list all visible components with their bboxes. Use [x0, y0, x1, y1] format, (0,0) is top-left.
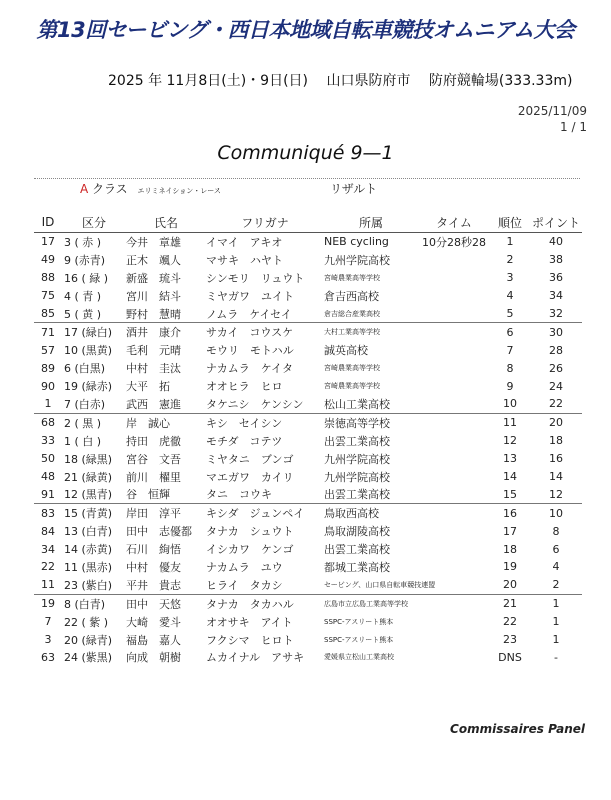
rider-id: 49 — [41, 253, 55, 267]
rider-points: 34 — [549, 289, 563, 303]
rider-name: 中村 圭汰 — [126, 362, 181, 376]
rider-rank: 9 — [506, 379, 514, 393]
rider-id: 63 — [41, 650, 55, 664]
rider-division: 4 ( 青 ) — [64, 289, 102, 303]
col-points: ポイント — [530, 212, 582, 233]
rider-division: 6 (白黒) — [64, 362, 106, 376]
rider-time — [418, 450, 490, 468]
rider-rank: 12 — [503, 434, 517, 448]
rider-time — [418, 540, 490, 558]
rider-name: 石川 絢悟 — [126, 543, 181, 557]
col-division: 区分 — [62, 212, 126, 233]
table-row — [34, 287, 582, 305]
class-label: クラス — [92, 182, 128, 196]
table-row — [34, 558, 582, 576]
result-label: リザルト — [330, 182, 378, 196]
table-row — [34, 432, 582, 450]
rider-id: 19 — [34, 594, 62, 612]
rider-kana: ナカムラ ユウ — [206, 560, 283, 574]
table-row — [34, 233, 582, 251]
rider-id: 75 — [41, 289, 55, 303]
rider-name: 武西 憲進 — [126, 397, 181, 411]
rider-points: 24 — [549, 379, 563, 393]
divider — [34, 178, 580, 179]
rider-division: 10 (黒黄) — [64, 344, 113, 358]
rider-points: 1 — [552, 633, 560, 647]
rider-team: 九州学院高校 — [324, 470, 390, 484]
rider-time — [418, 648, 490, 666]
rider-time — [418, 504, 490, 522]
rider-team: 出雲工業高校 — [324, 488, 390, 502]
table-header — [34, 212, 582, 233]
table-row — [34, 323, 582, 341]
rider-rank: 18 — [503, 542, 517, 556]
table-row — [34, 341, 582, 359]
page-number: 1 / 1 — [560, 120, 587, 134]
rider-name: 田中 志優都 — [126, 525, 192, 539]
col-name: 氏名 — [126, 212, 206, 233]
published-date: 2025/11/09 — [517, 104, 587, 118]
table-row — [34, 613, 582, 631]
rider-name: 宮谷 文吾 — [126, 452, 181, 466]
rider-team: NEB cycling — [324, 235, 389, 249]
rider-kana: キシダ ジュンペイ — [206, 504, 324, 522]
rider-kana: タニ コウキ — [206, 488, 272, 502]
rider-time — [418, 341, 490, 359]
col-time: タイム — [418, 212, 490, 233]
rider-team: SSPC-アスリート熊本 — [324, 617, 394, 626]
publication-info — [518, 103, 587, 135]
rider-name: 中村 優友 — [126, 560, 181, 574]
rider-team: 松山工業高校 — [324, 397, 390, 411]
rider-rank: 15 — [503, 487, 517, 501]
rider-points: 26 — [549, 361, 563, 375]
table-row — [34, 540, 582, 558]
rider-division: 3 ( 赤 ) — [64, 235, 102, 249]
rider-time — [418, 485, 490, 503]
rider-rank: 6 — [490, 323, 530, 341]
rider-division: 11 (黒赤) — [64, 560, 113, 574]
table-row — [34, 485, 582, 503]
rider-team: 出雲工業高校 — [324, 434, 390, 448]
rider-rank: 14 — [503, 470, 517, 484]
rider-team: 愛媛県立松山工業高校 — [324, 653, 394, 662]
rider-time — [418, 269, 490, 287]
rider-points: 18 — [549, 434, 563, 448]
rider-points: 12 — [549, 487, 563, 501]
table-row — [34, 377, 582, 395]
rider-time: 10分28秒28 — [422, 235, 486, 249]
rider-name: 正木 颯人 — [126, 253, 181, 267]
rider-team: SSPC-アスリート熊本 — [324, 635, 394, 644]
rider-kana: マサキ ハヤト — [206, 253, 283, 267]
rider-id: 89 — [41, 361, 55, 375]
rider-kana: タナカ タカハル — [206, 594, 324, 612]
rider-id: 11 — [41, 578, 55, 592]
rider-team: セービング、山口県自転車競技連盟 — [324, 580, 436, 589]
rider-name: 向成 朝樹 — [126, 651, 181, 665]
rider-points: 14 — [549, 470, 563, 484]
rider-name: 宮川 結斗 — [126, 289, 181, 303]
rider-points: 38 — [549, 253, 563, 267]
results-table — [34, 212, 582, 666]
rider-points: - — [554, 650, 558, 664]
rider-team: 大村工業高等学校 — [324, 323, 418, 341]
rider-rank: 21 — [490, 594, 530, 612]
rider-team: 広島市立広島工業高等学校 — [324, 594, 418, 612]
rider-id: 57 — [41, 343, 55, 357]
rider-name: 平井 貴志 — [126, 578, 181, 592]
rider-name: 福島 嘉人 — [126, 633, 181, 647]
rider-id: 83 — [34, 504, 62, 522]
rider-kana: ナカムラ ケイタ — [206, 362, 294, 376]
rider-name: 谷 恒輝 — [126, 488, 170, 502]
rider-rank: 16 — [490, 504, 530, 522]
rider-team: 崇徳高等学校 — [324, 413, 418, 431]
rider-rank: 20 — [503, 578, 517, 592]
rider-time — [418, 305, 490, 323]
rider-rank: 3 — [506, 271, 514, 285]
rider-time — [418, 468, 490, 486]
rider-rank: 13 — [503, 452, 517, 466]
table-row — [34, 631, 582, 649]
rider-division: 16 ( 緑 ) — [64, 271, 109, 285]
rider-rank: 22 — [503, 615, 517, 629]
table-row — [34, 522, 582, 540]
rider-kana: シンモリ リュウト — [206, 271, 305, 285]
rider-points: 10 — [530, 504, 582, 522]
rider-time — [418, 594, 490, 612]
rider-time — [418, 323, 490, 341]
rider-division: 20 (緑青) — [64, 633, 113, 647]
event-name: エリミネイション・レース — [137, 187, 221, 195]
rider-time — [418, 395, 490, 413]
table-row — [34, 576, 582, 594]
rider-id: 84 — [41, 524, 55, 538]
rider-team: 倉吉西高校 — [324, 289, 379, 303]
rider-name: 今井 章雄 — [126, 235, 181, 249]
rider-kana: マエガワ カイリ — [206, 470, 294, 484]
rider-points: 28 — [549, 343, 563, 357]
rider-rank: 8 — [506, 361, 514, 375]
rider-kana: キシ セイシン — [206, 413, 324, 431]
rider-id: 17 — [41, 235, 55, 249]
rider-points: 20 — [530, 413, 582, 431]
rider-division: 2 ( 黒 ) — [62, 413, 126, 431]
rider-rank: 7 — [506, 343, 514, 357]
rider-time — [418, 377, 490, 395]
rider-team: 鳥取湖陵高校 — [324, 525, 390, 539]
rider-kana: ムカイナル アサキ — [206, 651, 305, 665]
rider-kana: イシカワ ケンゴ — [206, 543, 294, 557]
rider-id: 1 — [44, 397, 52, 411]
rider-name: 岸 誠心 — [126, 413, 206, 431]
rider-time — [418, 359, 490, 377]
rider-rank: DNS — [498, 650, 522, 664]
rider-points: 6 — [552, 542, 560, 556]
rider-rank: 2 — [506, 253, 514, 267]
table-row — [34, 504, 582, 522]
col-rank: 順位 — [490, 212, 530, 233]
table-row — [34, 594, 582, 612]
rider-kana: オオヒラ ヒロ — [206, 380, 283, 394]
rider-name: 大崎 愛斗 — [126, 615, 181, 629]
col-id: ID — [34, 212, 62, 233]
rider-team: 出雲工業高校 — [324, 543, 390, 557]
rider-id: 34 — [41, 542, 55, 556]
rider-kana: ノムラ ケイセイ — [206, 307, 292, 321]
rider-time — [418, 432, 490, 450]
rider-kana: タケニシ ケンシン — [206, 397, 304, 411]
rider-rank: 23 — [503, 633, 517, 647]
rider-kana: モウリ モトハル — [206, 344, 294, 358]
rider-points: 22 — [549, 397, 563, 411]
rider-team: 九州学院高校 — [324, 253, 390, 267]
rider-points: 36 — [549, 271, 563, 285]
col-team: 所属 — [324, 212, 418, 233]
rider-division: 24 (紫黒) — [64, 651, 113, 665]
table-row — [34, 359, 582, 377]
rider-name: 野村 慧晴 — [126, 307, 181, 321]
rider-name: 大平 拓 — [126, 380, 170, 394]
rider-kana: イマイ アキオ — [206, 235, 283, 249]
rider-points: 2 — [552, 578, 560, 592]
table-row — [34, 413, 582, 431]
rider-points: 8 — [552, 524, 560, 538]
rider-rank: 11 — [490, 413, 530, 431]
rider-points: 40 — [549, 235, 563, 249]
rider-team: 都城工業高校 — [324, 560, 390, 574]
rider-rank: 17 — [503, 524, 517, 538]
rider-time — [418, 413, 490, 431]
rider-division: 1 ( 白 ) — [64, 434, 102, 448]
rider-id: 50 — [41, 452, 55, 466]
rider-division: 15 (青黄) — [62, 504, 126, 522]
rider-rank: 5 — [506, 307, 514, 320]
rider-time — [418, 631, 490, 649]
rider-id: 33 — [41, 434, 55, 448]
rider-division: 23 (紫白) — [64, 578, 113, 592]
table-row — [34, 450, 582, 468]
rider-team: 鳥取西高校 — [324, 504, 418, 522]
rider-kana: モチダ コテツ — [206, 434, 283, 448]
rider-name: 酒井 康介 — [126, 323, 206, 341]
rider-division: 13 (白青) — [64, 525, 113, 539]
rider-division: 18 (緑黒) — [64, 452, 113, 466]
event-info — [108, 70, 586, 90]
rider-kana: オオサキ アイト — [206, 615, 293, 629]
rider-points: 1 — [552, 615, 560, 629]
rider-division: 5 ( 黄 ) — [64, 307, 102, 321]
rider-id: 7 — [44, 615, 52, 629]
rider-points: 1 — [530, 594, 582, 612]
rider-points: 32 — [549, 307, 563, 320]
rider-id: 71 — [34, 323, 62, 341]
rider-id: 91 — [41, 487, 55, 501]
rider-kana: ミヤタニ ブンゴ — [206, 452, 294, 466]
rider-division: 9 (赤青) — [64, 253, 106, 267]
rider-id: 90 — [41, 379, 55, 393]
rider-time — [418, 558, 490, 576]
class-letter: A — [80, 182, 89, 196]
rider-time — [418, 522, 490, 540]
rider-division: 12 (黒青) — [64, 488, 113, 502]
table-row — [34, 269, 582, 287]
commissaires-panel: Commissaires Panel — [450, 722, 585, 736]
rider-division: 14 (赤黄) — [64, 543, 113, 557]
rider-name: 持田 虎徹 — [126, 434, 181, 448]
table-row — [34, 395, 582, 413]
rider-division: 7 (白赤) — [64, 397, 106, 411]
event-date: 2025 年 11月8日(土)・9日(日) — [108, 73, 309, 89]
rider-id: 22 — [41, 560, 55, 574]
table-row — [34, 251, 582, 269]
col-kana: フリガナ — [206, 212, 324, 233]
class-line — [80, 180, 221, 197]
rider-division: 17 (緑白) — [62, 323, 126, 341]
rider-rank: 10 — [503, 397, 517, 411]
rider-division: 21 (緑黄) — [64, 470, 113, 484]
rider-rank: 19 — [503, 560, 517, 574]
rider-kana: フクシマ ヒロト — [206, 633, 294, 647]
rider-id: 68 — [34, 413, 62, 431]
event-venue: 防府競輪場(333.33m) — [428, 73, 573, 89]
rider-time — [418, 287, 490, 305]
table-row — [34, 648, 582, 666]
rider-team: 宮崎農業高等学校 — [324, 273, 380, 282]
rider-rank: 1 — [506, 235, 514, 249]
communique-title: Communiqué 9—1 — [217, 142, 394, 164]
table-row — [34, 305, 582, 323]
rider-id: 48 — [41, 470, 55, 484]
rider-team: 誠英高校 — [324, 344, 368, 358]
rider-team: 九州学院高校 — [324, 452, 390, 466]
rider-time — [418, 251, 490, 269]
rider-points: 30 — [530, 323, 582, 341]
rider-id: 88 — [41, 271, 55, 285]
document-title: 第13回セービング・西日本地域自転車競技オムニアム大会 — [36, 18, 575, 42]
rider-rank: 4 — [506, 289, 514, 303]
rider-kana: ミヤガワ ユイト — [206, 289, 294, 303]
rider-name: 田中 天悠 — [126, 594, 206, 612]
rider-points: 16 — [549, 452, 563, 466]
rider-team: 宮崎農業高等学校 — [324, 364, 380, 373]
table-row — [34, 468, 582, 486]
rider-division: 22 ( 紫 ) — [64, 615, 109, 629]
rider-team: 倉吉総合産業高校 — [324, 309, 380, 318]
rider-id: 85 — [41, 307, 55, 320]
rider-name: 岸田 淳平 — [126, 504, 206, 522]
rider-points: 4 — [552, 560, 560, 574]
rider-id: 3 — [44, 633, 52, 647]
rider-name: 前川 櫂里 — [126, 470, 181, 484]
rider-kana: タナカ シュウト — [206, 525, 294, 539]
rider-time — [418, 613, 490, 631]
rider-kana: ヒライ タカシ — [206, 578, 283, 592]
rider-name: 新盛 琉斗 — [126, 271, 181, 285]
event-city: 山口県防府市 — [326, 73, 411, 89]
rider-team: 宮崎農業高等学校 — [324, 382, 380, 391]
rider-division: 19 (緑赤) — [64, 380, 113, 394]
rider-name: 毛利 元晴 — [126, 344, 181, 358]
rider-division: 8 (白青) — [62, 594, 126, 612]
rider-kana: サカイ コウスケ — [206, 323, 324, 341]
